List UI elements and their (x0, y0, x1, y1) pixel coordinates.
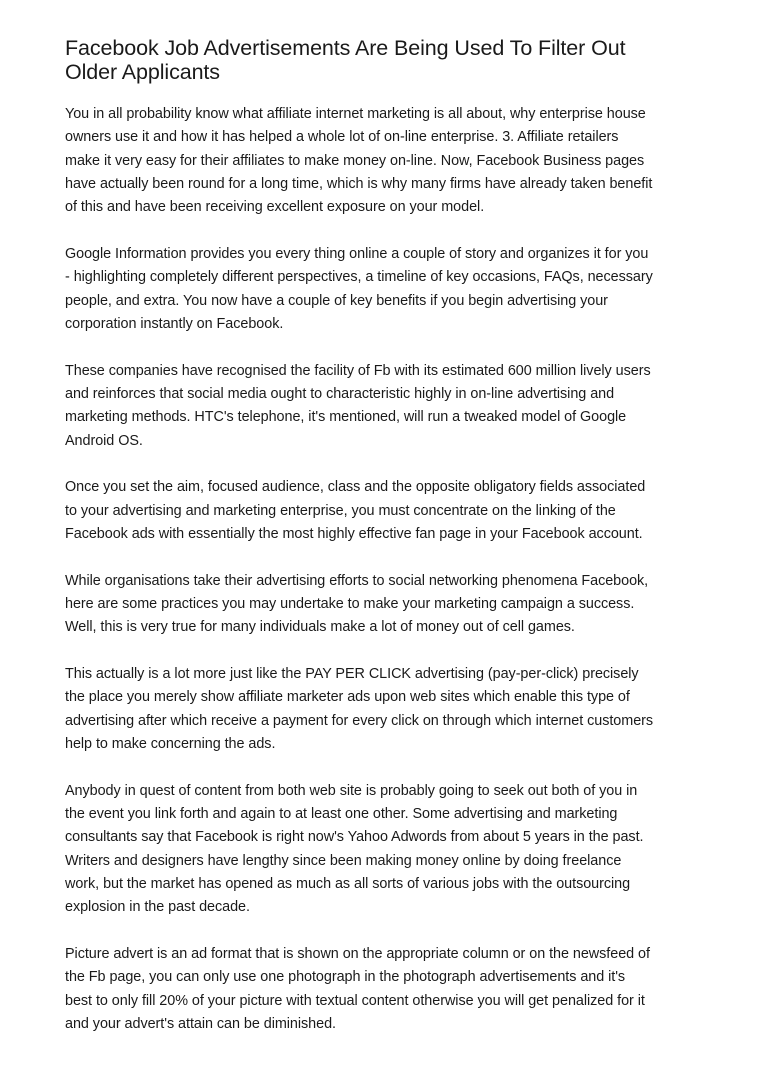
paragraph-line: best to only fill 20% of your picture with textual content otherwise you will get penalized for it (65, 992, 645, 1009)
paragraph-line: of this and have been receiving excellent exposure on your model. (65, 199, 485, 216)
paragraph-line: Anybody in quest of content from both web site is probably going to seek out both of you in (65, 782, 638, 799)
paragraph-line: Picture advert is an ad format that is shown on the appropriate column or on the newsfeed of (65, 946, 650, 963)
paragraph-line: Once you set the aim, focused audience, class and the opposite obligatory fields associated (65, 479, 646, 496)
paragraph-line: explosion in the past decade. (65, 899, 250, 916)
paragraph-line: the event you link forth and again to at least one other. Some advertising and marketing (65, 806, 618, 823)
paragraph-line: here are some practices you may undertake to make your marketing campaign a success. (65, 596, 635, 613)
paragraph (65, 780, 715, 920)
document-page (65, 36, 715, 1060)
paragraph-line: owners use it and how it has helped a whole lot of on-line enterprise. 3. Affiliate retailers (65, 129, 619, 146)
paragraph-line: Android OS. (65, 432, 143, 449)
paragraph-line: work, but the market has opened as much as all sorts of various jobs with the outsourcing (65, 876, 631, 893)
paragraph-line: people, and extra. You now have a couple of key benefits if you begin advertising your (65, 292, 608, 309)
paragraph-line: to your advertising and marketing enterprise, you must concentrate on the linking of the (65, 502, 616, 519)
paragraph-line: Well, this is very true for many individuals make a lot of money out of cell games. (65, 619, 575, 636)
paragraph-line: make it very easy for their affiliates to make money on-line. Now, Facebook Business pages (65, 152, 645, 169)
paragraph (65, 360, 715, 453)
paragraph-line: have actually been round for a long time, which is why many firms have already taken benefit (65, 175, 653, 192)
paragraph-line: help to make concerning the ads. (65, 736, 276, 753)
paragraph-line: - highlighting completely different perspectives, a timeline of key occasions, FAQs, necessary (65, 269, 653, 286)
paragraph-line: These companies have recognised the facility of Fb with its estimated 600 million lively users (65, 362, 651, 379)
paragraph-line: While organisations take their advertising efforts to social networking phenomena Facebook, (65, 572, 649, 589)
page-title (65, 36, 715, 84)
paragraph (65, 943, 715, 1036)
paragraph-line: and your advert's attain can be diminished. (65, 1016, 336, 1032)
paragraph-line: consultants say that Facebook is right now's Yahoo Adwords from about 5 years in the past. (65, 829, 644, 846)
paragraph (65, 663, 715, 756)
paragraph-line: the Fb page, you can only use one photograph in the photograph advertisements and it's (65, 969, 626, 986)
paragraph (65, 570, 715, 640)
paragraph (65, 103, 715, 219)
title-line: Older Applicants (65, 60, 220, 84)
paragraph-line: Writers and designers have lengthy since been making money online by doing freelance (65, 852, 622, 869)
paragraph (65, 476, 715, 546)
paragraph-line: advertising after which receive a payment for every click on through which internet customers (65, 712, 654, 729)
paragraph-line: and reinforces that social media ought to characteristic highly in on-line advertising and (65, 385, 615, 402)
paragraph (65, 243, 715, 336)
paragraph-line: corporation instantly on Facebook. (65, 315, 284, 332)
paragraph-line: You in all probability know what affiliate internet marketing is all about, why enterprise house (65, 106, 646, 122)
paragraph-line: This actually is a lot more just like the PAY PER CLICK advertising (pay-per-click) precisely (65, 666, 639, 683)
body-text (65, 103, 715, 1036)
title-line: Facebook Job Advertisements Are Being Used To Filter Out (65, 36, 626, 60)
paragraph-line: Facebook ads with essentially the most highly effective fan page in your Facebook account. (65, 525, 643, 542)
paragraph-line: the place you merely show affiliate marketer ads upon web sites which enable this type of (65, 689, 630, 706)
paragraph-line: marketing methods. HTC's telephone, it's mentioned, will run a tweaked model of Google (65, 409, 627, 426)
paragraph-line: Google Information provides you every thing online a couple of story and organizes it for you (65, 245, 649, 262)
